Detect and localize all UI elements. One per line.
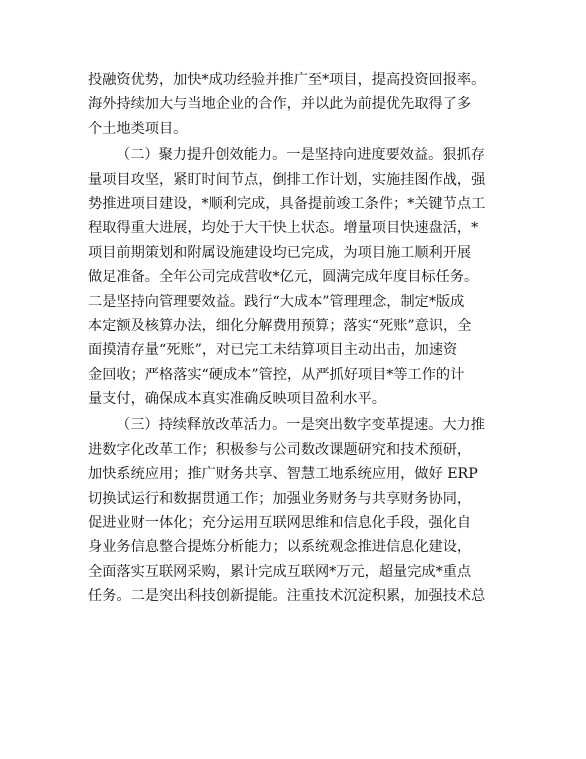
- text-line: 全面落实互联网采购，累计完成互联网*万元，超量完成*重点: [88, 563, 472, 580]
- text-line: 身业务信息整合提炼分析能力；以系统观念推进信息化建设，: [88, 539, 472, 556]
- text-line: 投融资优势，加快*成功经验并推广至*项目，提高投资回报率。: [88, 72, 486, 88]
- text-line: 量项目攻坚，紧盯时间节点，倒排工作计划，实施挂图作战，强: [88, 171, 486, 188]
- paragraph-2: [88, 143, 506, 411]
- text-line: 任务。二是突出科技创新提能。注重技术沉淀积累，加强技术总: [88, 588, 486, 605]
- text-line: 金回收；严格落实“硬成本”管控，从严抓好项目*等工作的计: [88, 366, 465, 383]
- text-line: 加快系统应用；推广财务共享、智慧工地系统应用，做好 ERP: [88, 466, 478, 483]
- paragraph-1: [88, 68, 506, 141]
- text-line: （三）持续释放改革活力。一是突出数字变革提速。大力推: [116, 417, 485, 434]
- text-line: 二是坚持向管理要效益。践行“大成本”管理理念，制定*版成: [88, 293, 465, 310]
- text-line: 程取得重大进展，均处于大干快上状态。增量项目快速盘活，*: [88, 220, 479, 237]
- text-line: 个土地类项目。: [88, 120, 188, 137]
- paragraph-3: [88, 413, 506, 608]
- text-line: 本定额及核算办法，细化分解费用预算；落实“死账”意识，全: [88, 317, 472, 334]
- body-text: [88, 68, 506, 609]
- text-line: 量支付，确保成本真实准确反映项目盈利水平。: [88, 391, 386, 408]
- text-line: （二）聚力提升创效能力。一是坚持向进度要效益。狠抓存: [116, 147, 485, 164]
- text-line: 面摸清存量“死账”，对已完工未结算项目主动出击，加速资: [88, 342, 458, 359]
- text-line: 切换试运行和数据贯通工作；加强业务财务与共享财务协同，: [88, 490, 472, 507]
- text-line: 海外持续加大与当地企业的合作，并以此为前提优先取得了多: [88, 96, 472, 113]
- text-line: 势推进项目建设，*顺利完成，具备提前竣工条件；*关键节点工: [88, 195, 486, 212]
- text-line: 做足准备。全年公司完成营收*亿元，圆满完成年度目标任务。: [88, 269, 479, 286]
- text-line: 促进业财一体化；充分运用互联网思维和信息化手段，强化自: [88, 515, 472, 532]
- text-line: 项目前期策划和附属设施建设均已完成，为项目施工顺利开展: [88, 244, 472, 261]
- text-line: 进数字化改革工作；积极参与公司数改课题研究和技术预研，: [88, 441, 472, 458]
